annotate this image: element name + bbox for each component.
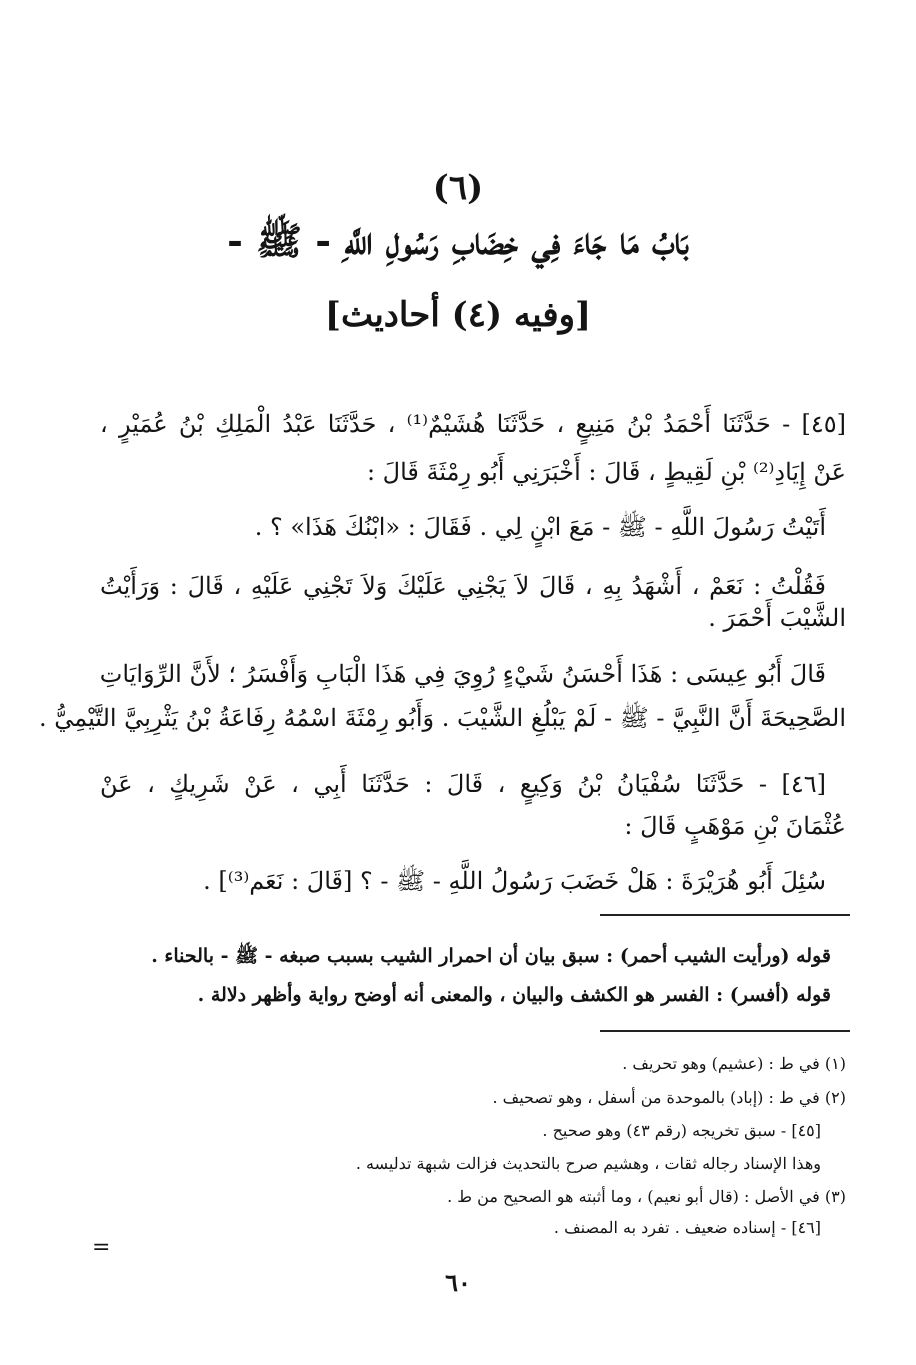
hadith-46-line-1: [٤٦] - حَدَّثَنَا سُفْيَانُ بْنُ وَكِيعٍ ، قَالَ : حَدَّثَنَا أَبِي ، عَنْ شَرِيكٍ ، عَنْ bbox=[100, 770, 826, 798]
footnote-takhrij-45: [٤٥] - سبق تخريجه (رقم ٤٣) وهو صحيح . bbox=[542, 1121, 821, 1140]
hadith-45-line-3: أَتَيْتُ رَسُولَ اللَّهِ - ﷺ - مَعَ ابْنٍ لِي . فَقَالَ : «ابْنُكَ هَذَا» ؟ . bbox=[254, 513, 826, 541]
footnotes-divider bbox=[600, 1030, 850, 1032]
continuation-mark: = bbox=[92, 1235, 111, 1260]
commentary-line-2: الصَّحِيحَةَ أَنَّ النَّبِيَّ - ﷺ - لَمْ يَبْلُغِ الشَّيْبَ . وَأَبُو رِمْثَةَ اسْمُهُ رِفَاعَةُ بْنُ يَثْرِبِيَّ التَّيْمِيُّ . bbox=[38, 704, 846, 732]
notes-divider bbox=[600, 914, 850, 916]
explanatory-note-1: قوله (ورأيت الشيب أحمر) : سبق بيان أن احمرار الشيب بسبب صبغه - ﷺ - بالحناء . bbox=[151, 945, 831, 967]
chapter-subtitle: [وفيه (٤) أحاديث] bbox=[324, 295, 592, 335]
hadith-45-line-2: عَنْ إِيَادِ⁽²⁾ بْنِ لَقِيطٍ ، قَالَ : أَخْبَرَنِي أَبُو رِمْثَةَ قَالَ : bbox=[366, 458, 846, 486]
hadith-46-line-2: عُثْمَانَ بْنِ مَوْهَبٍ قَالَ : bbox=[624, 812, 846, 840]
footnote-takhrij-46: [٤٦] - إسناده ضعيف . تفرد به المصنف . bbox=[553, 1218, 821, 1237]
footnote-1: (١) في ط : (عشيم) وهو تحريف . bbox=[622, 1054, 846, 1073]
hadith-45-line-4: فَقُلْتُ : نَعَمْ ، أَشْهَدُ بِهِ ، قَالَ لاَ يَجْنِي عَلَيْكَ وَلاَ تَجْنِي عَلَيْهِ ، قَالَ : وَرَأَيْتُ bbox=[100, 572, 826, 600]
footnote-2: (٢) في ط : (إباد) بالموحدة من أسفل ، وهو تصحيف . bbox=[492, 1088, 846, 1107]
footnote-isnad-note: وهذا الإسناد رجاله ثقات ، وهشيم صرح بالتحديث فزالت شبهة تدليسه . bbox=[355, 1154, 821, 1173]
explanatory-note-2: قوله (أفسر) : الفسر هو الكشف والبيان ، والمعنى أنه أوضح رواية وأظهر دلالة . bbox=[197, 984, 831, 1006]
page-number: ٦٠ bbox=[445, 1268, 471, 1297]
chapter-number: (٦) bbox=[432, 168, 484, 208]
hadith-45-line-5: الشَّيْبَ أَحْمَرَ . bbox=[708, 604, 846, 632]
footnote-3: (٣) في الأصل : (قال أبو نعيم) ، وما أثبته هو الصحيح من ط . bbox=[447, 1187, 846, 1206]
hadith-46-line-3: سُئِلَ أَبُو هُرَيْرَةَ : هَلْ خَضَبَ رَسُولُ اللَّهِ - ﷺ - ؟ [قَالَ : نَعَم⁽³⁾] . bbox=[203, 867, 826, 895]
chapter-title: بَابُ مَا جَاءَ فِي خِضَابِ رَسُولِ اللَّهِ - ﷺ - bbox=[227, 218, 689, 263]
commentary-line-1: قَالَ أَبُو عِيسَى : هَذَا أَحْسَنُ شَيْءٍ رُوِيَ فِي هَذَا الْبَابِ وَأَفْسَرُ ؛ لأَنَّ الرِّوَايَاتِ bbox=[99, 660, 826, 688]
hadith-45-line-1: [٤٥] - حَدَّثَنَا أَحْمَدُ بْنُ مَنِيعٍ ، حَدَّثَنَا هُشَيْمٌ⁽¹⁾ ، حَدَّثَنَا عَبْدُ الْمَلِكِ بْنُ عُمَيْرٍ ، bbox=[100, 410, 846, 438]
